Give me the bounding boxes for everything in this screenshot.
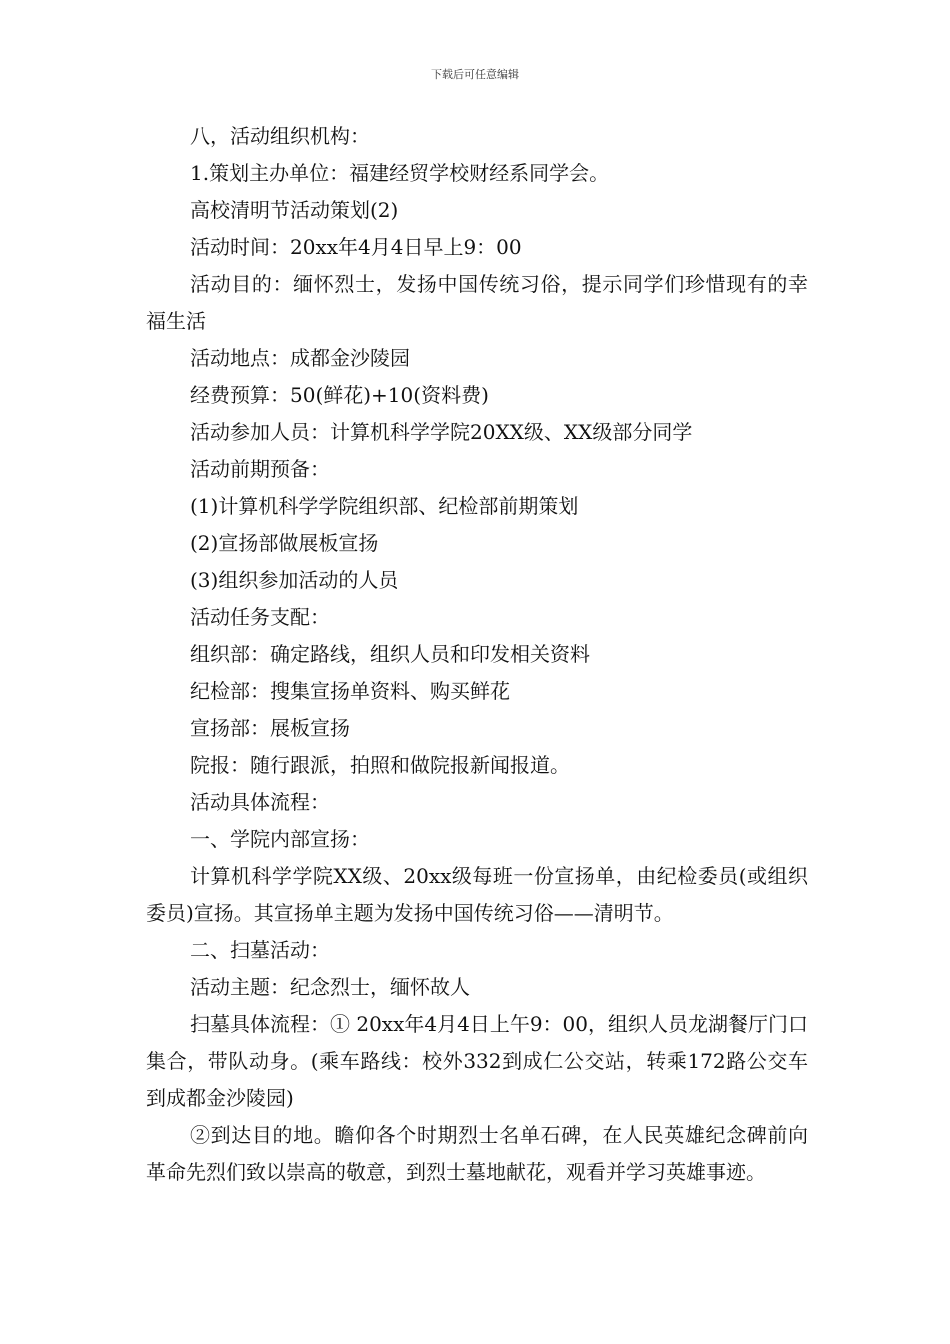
paragraph: ②到达目的地。瞻仰各个时期烈士名单石碑，在人民英雄纪念碑前向革命先烈们致以崇高的敬意，到烈士墓地献花，观看并学习英雄事迹。 <box>146 1123 808 1184</box>
paragraph: 扫墓具体流程：① 20xx年4月4日上午9：00，组织人员龙湖餐厅门口集合，带队动身。(乘车路线：校外332到成仁公交站，转乘172路公交车到成都金沙陵园) <box>146 1012 808 1110</box>
paragraph: 宣扬部：展板宣扬 <box>190 716 350 740</box>
paragraph: 活动地点：成都金沙陵园 <box>190 346 410 370</box>
paragraph: 院报：随行跟派，拍照和做院报新闻报道。 <box>190 753 570 777</box>
paragraph: 八，活动组织机构： <box>190 124 370 148</box>
document-body <box>146 118 808 1191</box>
paragraph: 经费预算：50(鲜花)+10(资料费) <box>190 383 489 407</box>
paragraph: (3)组织参加活动的人员 <box>190 568 399 592</box>
paragraph: 二、扫墓活动： <box>190 938 330 962</box>
paragraph: (1)计算机科学学院组织部、纪检部前期策划 <box>190 494 579 518</box>
paragraph: 活动主题：纪念烈士，缅怀故人 <box>190 975 470 999</box>
paragraph: 一、学院内部宣扬： <box>190 827 370 851</box>
paragraph: 活动任务支配： <box>190 605 330 629</box>
paragraph: (2)宣扬部做展板宣扬 <box>190 531 379 555</box>
paragraph: 1.策划主办单位：福建经贸学校财经系同学会。 <box>190 161 610 185</box>
header-note: 下载后可任意编辑 <box>431 68 519 81</box>
paragraph: 计算机科学学院XX级、20xx级每班一份宣扬单，由纪检委员(或组织委员)宣扬。其宣扬单主题为发扬中国传统习俗——清明节。 <box>146 864 808 925</box>
paragraph: 活动时间：20xx年4月4日早上9：00 <box>190 235 522 259</box>
paragraph: 组织部：确定路线，组织人员和印发相关资料 <box>190 642 590 666</box>
paragraph: 活动目的：缅怀烈士，发扬中国传统习俗，提示同学们珍惜现有的幸福生活 <box>146 272 808 333</box>
paragraph: 活动前期预备： <box>190 457 330 481</box>
paragraph: 活动参加人员：计算机科学学院20XX级、XX级部分同学 <box>190 420 693 444</box>
paragraph: 高校清明节活动策划(2) <box>190 198 399 222</box>
paragraph: 活动具体流程： <box>190 790 330 814</box>
paragraph: 纪检部：搜集宣扬单资料、购买鲜花 <box>190 679 510 703</box>
